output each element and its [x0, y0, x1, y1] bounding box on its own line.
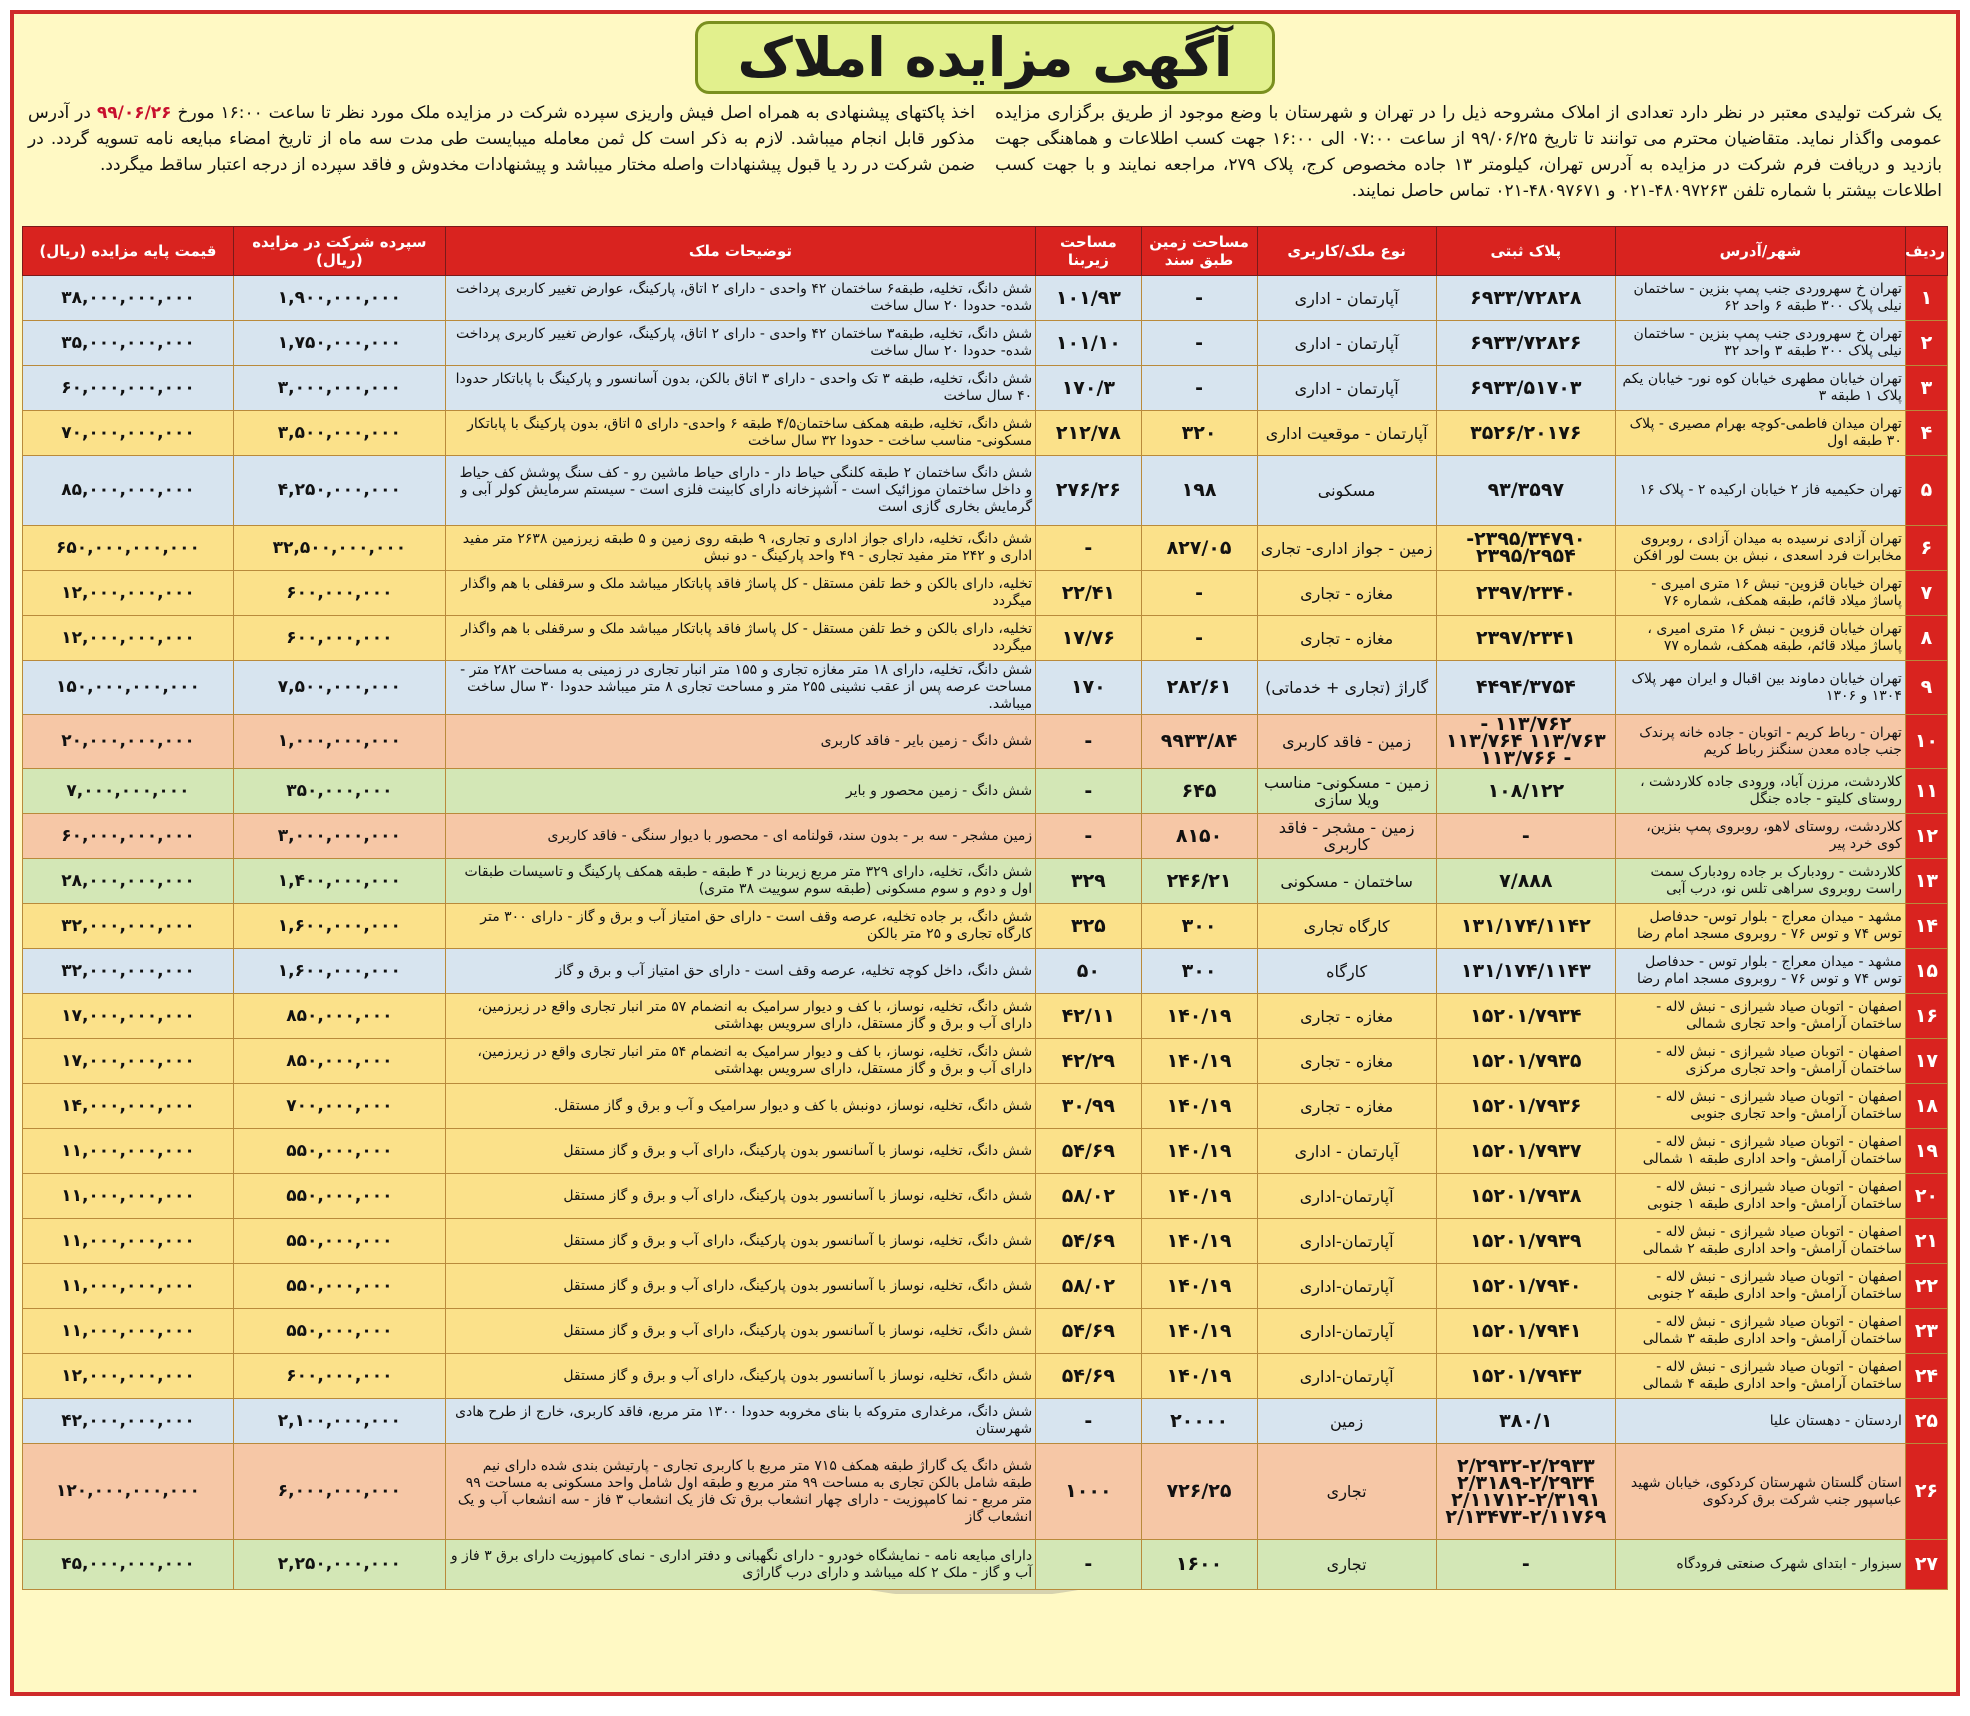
row-description: دارای مبایعه نامه - نمایشگاه خودرو - دارای نگهبانی و دفتر اداری - نمای کامپوزیت دارای برق ۳ فاز و آب و گاز - ملک ۲ کله میباشد و دارای درب گاراژی — [445, 1540, 1035, 1590]
row-description: شش دانگ، تخلیه، طبقه۶ ساختمان ۴۲ واحدی - دارای ۲ اتاق، پارکینگ، عوارض تغییر کاربری پرداخت شده- حدودا ۲۰ سال ساخت — [445, 276, 1035, 321]
row-type: تجاری — [1257, 1540, 1436, 1590]
col-desc: توضیحات ملک — [445, 227, 1035, 276]
table-row — [23, 1264, 1948, 1309]
row-plate: - — [1436, 1540, 1615, 1590]
row-address: اصفهان - اتوبان صیاد شیرازی - نبش لاله - ساختمان آرامش- واحد اداری طبقه ۲ شمالی — [1615, 1219, 1905, 1264]
row-number: ۲۱ — [1905, 1219, 1947, 1264]
row-base-price: ۱۱,۰۰۰,۰۰۰,۰۰۰ — [23, 1129, 234, 1174]
row-description: شش دانگ، داخل کوچه تخلیه، عرصه وقف است - دارای حق امتیاز آب و برق و گاز — [445, 949, 1035, 994]
table-row — [23, 715, 1948, 769]
row-deposit: ۳۵۰,۰۰۰,۰۰۰ — [233, 769, 445, 814]
row-built-area: ۱۰۰۰ — [1036, 1444, 1141, 1540]
row-number: ۲ — [1905, 321, 1947, 366]
row-base-price: ۷,۰۰۰,۰۰۰,۰۰۰ — [23, 769, 234, 814]
auction-notice — [10, 10, 1960, 1696]
row-deposit: ۱,۷۵۰,۰۰۰,۰۰۰ — [233, 321, 445, 366]
deadline-date: ۹۹/۰۶/۲۶ — [96, 103, 172, 123]
row-land-area: ۸۲۷/۰۵ — [1141, 526, 1257, 571]
row-base-price: ۱۱,۰۰۰,۰۰۰,۰۰۰ — [23, 1174, 234, 1219]
row-built-area: - — [1036, 814, 1141, 859]
row-plate: ۱۳۱/۱۷۴/۱۱۴۳ — [1436, 949, 1615, 994]
row-base-price: ۶۰,۰۰۰,۰۰۰,۰۰۰ — [23, 366, 234, 411]
row-land-area: ۳۲۰ — [1141, 411, 1257, 456]
row-type: مسکونی — [1257, 456, 1436, 526]
row-deposit: ۳۲,۵۰۰,۰۰۰,۰۰۰ — [233, 526, 445, 571]
row-type: مغازه - تجاری — [1257, 994, 1436, 1039]
col-row: ردیف — [1905, 227, 1947, 276]
row-built-area: ۱۷/۷۶ — [1036, 616, 1141, 661]
row-built-area: ۱۰۱/۹۳ — [1036, 276, 1141, 321]
row-deposit: ۱,۶۰۰,۰۰۰,۰۰۰ — [233, 949, 445, 994]
row-base-price: ۳۸,۰۰۰,۰۰۰,۰۰۰ — [23, 276, 234, 321]
row-address: کلاردشت - رودبارک بر جاده رودبارک سمت راست روبروی سراهی تلس نو، درب آبی — [1615, 859, 1905, 904]
row-plate: ۴۴۹۴/۳۷۵۴ — [1436, 661, 1615, 715]
row-plate: ۶۹۳۳/۷۲۸۲۸ — [1436, 276, 1615, 321]
row-plate: ۱۳۱/۱۷۴/۱۱۴۲ — [1436, 904, 1615, 949]
row-built-area: ۲۷۶/۲۶ — [1036, 456, 1141, 526]
row-land-area: ۱۴۰/۱۹ — [1141, 1309, 1257, 1354]
row-description: شش دانگ، تخلیه، طبقه۳ ساختمان ۴۲ واحدی - دارای ۲ اتاق، پارکینگ، عوارض تغییر کاربری پرداخت شده- حدودا ۲۰ سال ساخت — [445, 321, 1035, 366]
row-deposit: ۶۰۰,۰۰۰,۰۰۰ — [233, 616, 445, 661]
intro-right: یک شرکت تولیدی معتبر در نظر دارد تعدادی از املاک مشروحه ذیل را در تهران و شهرستان با وضع موجود از طریق برگزاری مزایده عمومی واگذار نماید. متقاضیان محترم می توانند تا تاریخ ۹۹/۰۶/۲۵ از ساعت ۰۷:۰۰ الی ۱۶:۰۰ جهت کسب اطلاعات و هماهنگی جهت بازدید و دریافت فرم شرکت در مزایده به آدرس تهران، کیلومتر ۱۳ جاده مخصوص کرج، پلاک ۲۷۹، مراجعه نمایند و با جهت کسب اطلاعات بیشتر با شماره تلفن ۴۸۰۹۷۲۶۳-۰۲۱ و ۴۸۰۹۷۶۷۱-۰۲۱ تماس حاصل نمایند. — [995, 103, 1943, 201]
row-description: زمین مشجر - سه بر - بدون سند، قولنامه ای - محصور با دیوار سنگی - فاقد کاربری — [445, 814, 1035, 859]
col-built: مساحت زیربنا — [1036, 227, 1141, 276]
row-address: اصفهان - اتوبان صیاد شیرازی - نبش لاله - ساختمان آرامش- واحد اداری طبقه ۳ شمالی — [1615, 1309, 1905, 1354]
row-land-area: ۱۴۰/۱۹ — [1141, 1084, 1257, 1129]
row-type: کارگاه — [1257, 949, 1436, 994]
table-row — [23, 571, 1948, 616]
row-plate: ۲۳۹۷/۲۳۴۰ — [1436, 571, 1615, 616]
row-built-area: - — [1036, 1540, 1141, 1590]
row-land-area: ۱۴۰/۱۹ — [1141, 1219, 1257, 1264]
table-header — [23, 227, 1948, 276]
table-row — [23, 526, 1948, 571]
row-base-price: ۱۲,۰۰۰,۰۰۰,۰۰۰ — [23, 616, 234, 661]
row-type: آپارتمان-اداری — [1257, 1309, 1436, 1354]
col-plate: پلاک ثبتی — [1436, 227, 1615, 276]
row-description: تخلیه، دارای بالکن و خط تلفن مستقل - کل پاساژ فاقد پاباتکار میباشد ملک و سرقفلی با هم واگذار میگردد — [445, 616, 1035, 661]
row-number: ۲۶ — [1905, 1444, 1947, 1540]
row-type: زمین - جواز اداری- تجاری — [1257, 526, 1436, 571]
row-number: ۲۲ — [1905, 1264, 1947, 1309]
row-plate: ۱۵۲۰۱/۷۹۳۹ — [1436, 1219, 1615, 1264]
row-base-price: ۴۵,۰۰۰,۰۰۰,۰۰۰ — [23, 1540, 234, 1590]
row-type: آپارتمان-اداری — [1257, 1174, 1436, 1219]
row-land-area: ۱۴۰/۱۹ — [1141, 1129, 1257, 1174]
row-description: شش دانگ، تخلیه، نوساز با آسانسور بدون پارکینگ، دارای آب و برق و گاز مستقل — [445, 1309, 1035, 1354]
col-type: نوع ملک/کاربری — [1257, 227, 1436, 276]
row-type: زمین - مشجر - فاقد کاربری — [1257, 814, 1436, 859]
row-base-price: ۳۵,۰۰۰,۰۰۰,۰۰۰ — [23, 321, 234, 366]
row-land-area: ۲۰۰۰۰ — [1141, 1399, 1257, 1444]
row-base-price: ۱۱,۰۰۰,۰۰۰,۰۰۰ — [23, 1264, 234, 1309]
intro-left-1: اخذ پاکتهای پیشنهادی به همراه اصل فیش واریزی سپرده شرکت در مزایده ملک مورد نظر تا ساعت ۱۶:۰۰ مورخ — [177, 103, 976, 123]
row-deposit: ۷۰۰,۰۰۰,۰۰۰ — [233, 1084, 445, 1129]
row-address: اصفهان - اتوبان صیاد شیرازی - نبش لاله - ساختمان آرامش- واحد تجاری جنوبی — [1615, 1084, 1905, 1129]
row-number: ۱۷ — [1905, 1039, 1947, 1084]
row-deposit: ۵۵۰,۰۰۰,۰۰۰ — [233, 1264, 445, 1309]
table-row — [23, 1444, 1948, 1540]
row-description: شش دانگ، مرغداری متروکه با بنای مخروبه حدودا ۱۳۰۰ متر مربع، فاقد کاربری، خارج از طرح هادی شهرستان — [445, 1399, 1035, 1444]
row-deposit: ۷,۵۰۰,۰۰۰,۰۰۰ — [233, 661, 445, 715]
row-description: شش دانگ - زمین بایر - فاقد کاربری — [445, 715, 1035, 769]
row-type: آپارتمان-اداری — [1257, 1354, 1436, 1399]
row-base-price: ۸۵,۰۰۰,۰۰۰,۰۰۰ — [23, 456, 234, 526]
row-address: اصفهان - اتوبان صیاد شیرازی - نبش لاله - ساختمان آرامش- واحد اداری طبقه ۲ جنوبی — [1615, 1264, 1905, 1309]
row-description: شش دانگ، تخلیه، نوساز با آسانسور بدون پارکینگ، دارای آب و برق و گاز مستقل — [445, 1174, 1035, 1219]
intro-left-2: در آدرس مذکور قابل انجام میباشد. لازم به ذکر است کل ثمن معامله میبایست طی مدت سه ماه از تاریخ امضاء مبایعه نامه تسویه گردد. در ضمن شرکت در رد یا قبول پیشنهادات واصله مختار میباشد و پیشنهادات مخدوش و فاقد سپرده از درجه اعتبار ساقط میگردد. — [28, 103, 975, 175]
row-base-price: ۱۱,۰۰۰,۰۰۰,۰۰۰ — [23, 1219, 234, 1264]
row-number: ۲۳ — [1905, 1309, 1947, 1354]
row-number: ۴ — [1905, 411, 1947, 456]
row-plate: ۱۱۳/۷۶۲ - ۱۱۳/۷۶۳ ۱۱۳/۷۶۴ - ۱۱۳/۷۶۶ — [1436, 715, 1615, 769]
row-plate: ۱۵۲۰۱/۷۹۳۵ — [1436, 1039, 1615, 1084]
row-built-area: ۴۲/۲۹ — [1036, 1039, 1141, 1084]
row-description: شش دانگ، تخلیه، نوساز با آسانسور بدون پارکینگ، دارای آب و برق و گاز مستقل — [445, 1219, 1035, 1264]
row-base-price: ۶۵۰,۰۰۰,۰۰۰,۰۰۰ — [23, 526, 234, 571]
table-row — [23, 1219, 1948, 1264]
row-base-price: ۱۲,۰۰۰,۰۰۰,۰۰۰ — [23, 1354, 234, 1399]
row-deposit: ۱,۰۰۰,۰۰۰,۰۰۰ — [233, 715, 445, 769]
row-type: آپارتمان-اداری — [1257, 1219, 1436, 1264]
row-built-area: ۱۷۰/۳ — [1036, 366, 1141, 411]
row-deposit: ۱,۹۰۰,۰۰۰,۰۰۰ — [233, 276, 445, 321]
row-description: شش دانگ، تخلیه، نوساز با آسانسور بدون پارکینگ، دارای آب و برق و گاز مستقل — [445, 1354, 1035, 1399]
row-land-area: - — [1141, 276, 1257, 321]
row-address: اصفهان - اتوبان صیاد شیرازی - نبش لاله - ساختمان آرامش- واحد تجاری مرکزی — [1615, 1039, 1905, 1084]
row-type: آپارتمان - موقعیت اداری — [1257, 411, 1436, 456]
row-description: شش دانگ، تخلیه، نوساز با آسانسور بدون پارکینگ، دارای آب و برق و گاز مستقل — [445, 1129, 1035, 1174]
row-type: گاراژ (تجاری + خدماتی) — [1257, 661, 1436, 715]
row-type: ساختمان - مسکونی — [1257, 859, 1436, 904]
row-number: ۶ — [1905, 526, 1947, 571]
row-deposit: ۸۵۰,۰۰۰,۰۰۰ — [233, 994, 445, 1039]
title-band — [14, 14, 1956, 100]
row-plate: ۷/۸۸۸ — [1436, 859, 1615, 904]
row-description: شش دانگ، بر جاده تخلیه، عرصه وقف است - دارای حق امتیاز آب و برق و گاز - دارای ۳۰۰ متر کارگاه تجاری و ۲۵ متر بالکن — [445, 904, 1035, 949]
row-address: اصفهان - اتوبان صیاد شیرازی - نبش لاله - ساختمان آرامش- واحد اداری طبقه ۱ جنوبی — [1615, 1174, 1905, 1219]
row-type: مغازه - تجاری — [1257, 571, 1436, 616]
row-built-area: - — [1036, 769, 1141, 814]
row-number: ۷ — [1905, 571, 1947, 616]
row-description: شش دانگ، تخلیه، دارای ۱۸ متر مغازه تجاری و ۱۵۵ متر انبار تجاری در زمینی به مساحت ۲۸۲ متر - مساحت عرصه پس از عقب نشینی ۲۵۵ متر و مساحت تجاری ۸ متر میباشد حدودا ۳۰ سال ساخت میباشد. — [445, 661, 1035, 715]
table-row — [23, 1129, 1948, 1174]
row-type: آپارتمان - اداری — [1257, 1129, 1436, 1174]
row-description: شش دانگ - زمین محصور و بایر — [445, 769, 1035, 814]
row-description: شش دانگ، تخلیه، نوساز، با کف و دیوار سرامیک به انضمام ۵۴ متر انبار تجاری واقع در زیرزمین، دارای آب و برق و گاز مستقل، دارای سرویس بهداشتی — [445, 1039, 1035, 1084]
row-plate: ۲۳۹۷/۲۳۴۱ — [1436, 616, 1615, 661]
row-address: استان گلستان شهرستان کردکوی، خیابان شهید عباسپور جنب شرکت برق کردکوی — [1615, 1444, 1905, 1540]
row-number: ۳ — [1905, 366, 1947, 411]
row-plate: ۳۸۰/۱ — [1436, 1399, 1615, 1444]
row-address: اصفهان - اتوبان صیاد شیرازی - نبش لاله - ساختمان آرامش- واحد تجاری شمالی — [1615, 994, 1905, 1039]
row-land-area: - — [1141, 321, 1257, 366]
row-plate: ۱۵۲۰۱/۷۹۳۸ — [1436, 1174, 1615, 1219]
row-plate: ۱۵۲۰۱/۷۹۳۶ — [1436, 1084, 1615, 1129]
row-description: شش دانگ ساختمان ۲ طبقه کلنگی حیاط دار - دارای حیاط ماشین رو - کف سنگ پوشش کف حیاط و داخل ساختمان موزائیک است - آشپزخانه دارای کابینت فلزی است - سیستم سرمایش کولر آبی و گرمایش بخاری گازی است — [445, 456, 1035, 526]
row-number: ۲۴ — [1905, 1354, 1947, 1399]
row-description: شش دانگ، تخلیه، نوساز، دونبش با کف و دیوار سرامیک و آب و برق و گاز مستقل. — [445, 1084, 1035, 1129]
row-built-area: ۳۰/۹۹ — [1036, 1084, 1141, 1129]
row-plate: ۲/۲۹۳۲-۲/۲۹۳۳ ۲/۳۱۸۹-۲/۲۹۳۴ ۲/۱۱۷۱۲-۲/۳۱۹۱ ۲/۱۳۴۷۳-۲/۱۱۷۶۹ — [1436, 1444, 1615, 1540]
row-address: کلاردشت، روستای لاهو، روبروی پمپ بنزین، کوی خرد پیر — [1615, 814, 1905, 859]
row-deposit: ۱,۶۰۰,۰۰۰,۰۰۰ — [233, 904, 445, 949]
table-row — [23, 1084, 1948, 1129]
row-type: مغازه - تجاری — [1257, 616, 1436, 661]
row-description: شش دانگ، تخلیه، طبقه ۳ تک واحدی - دارای ۳ اتاق بالکن، بدون آسانسور و پارکینگ با پاباتکار حدودا ۴۰ سال ساخت — [445, 366, 1035, 411]
row-deposit: ۵۵۰,۰۰۰,۰۰۰ — [233, 1174, 445, 1219]
row-description: شش دانگ، تخلیه، دارای جواز اداری و تجاری، ۹ طبقه روی زمین و ۵ طبقه زیرزمین ۲۶۳۸ متر مفید اداری و ۲۴۲ متر مفید تجاری - ۴۹ واحد پارکینگ - دو نبش — [445, 526, 1035, 571]
table-row — [23, 859, 1948, 904]
row-description: شش دانگ، تخلیه، طبقه همکف ساختمان۴/۵ طبقه ۶ واحدی- دارای ۵ اتاق، بدون پارکینگ با پاباتکار مسکونی- مناسب ساخت - حدودا ۳۲ سال ساخت — [445, 411, 1035, 456]
table-row — [23, 456, 1948, 526]
row-address: کلاردشت، مرزن آباد، ورودی جاده کلاردشت ، روستای کلیتو - جاده جنگل — [1615, 769, 1905, 814]
row-address: تهران خ سهروردی جنب پمپ بنزین - ساختمان نیلی پلاک ۳۰۰ طبقه ۳ واحد ۳۲ — [1615, 321, 1905, 366]
row-base-price: ۱۷,۰۰۰,۰۰۰,۰۰۰ — [23, 994, 234, 1039]
row-number: ۱۰ — [1905, 715, 1947, 769]
row-deposit: ۵۵۰,۰۰۰,۰۰۰ — [233, 1129, 445, 1174]
row-number: ۲۰ — [1905, 1174, 1947, 1219]
row-deposit: ۶۰۰,۰۰۰,۰۰۰ — [233, 1354, 445, 1399]
row-land-area: ۱۴۰/۱۹ — [1141, 994, 1257, 1039]
row-type: آپارتمان - اداری — [1257, 321, 1436, 366]
table-row — [23, 411, 1948, 456]
row-address: مشهد - میدان معراج - بلوار توس- حدفاصل توس ۷۴ و توس ۷۶ - روبروی مسجد امام رضا — [1615, 904, 1905, 949]
row-address: تهران آزادی نرسیده به میدان آزادی ، روبروی مخابرات فرد اسعدی ، نبش بن بست لور افکن — [1615, 526, 1905, 571]
row-deposit: ۶۰۰,۰۰۰,۰۰۰ — [233, 571, 445, 616]
row-type: تجاری — [1257, 1444, 1436, 1540]
row-plate: ۱۵۲۰۱/۷۹۴۰ — [1436, 1264, 1615, 1309]
table-row — [23, 616, 1948, 661]
row-deposit: ۸۵۰,۰۰۰,۰۰۰ — [233, 1039, 445, 1084]
row-built-area: ۲۲/۴۱ — [1036, 571, 1141, 616]
table-row — [23, 661, 1948, 715]
row-address: تهران - رباط کریم - اتوبان - جاده خانه پرندک جنب جاده معدن سنگنز رباط کریم — [1615, 715, 1905, 769]
table-row — [23, 904, 1948, 949]
table-row — [23, 814, 1948, 859]
row-land-area: ۳۰۰ — [1141, 904, 1257, 949]
row-built-area: ۵۴/۶۹ — [1036, 1129, 1141, 1174]
row-land-area: - — [1141, 366, 1257, 411]
row-land-area: ۱۴۰/۱۹ — [1141, 1174, 1257, 1219]
row-land-area: ۱۴۰/۱۹ — [1141, 1354, 1257, 1399]
row-type: زمین — [1257, 1399, 1436, 1444]
row-land-area: ۲۸۲/۶۱ — [1141, 661, 1257, 715]
row-land-area: ۱۹۸ — [1141, 456, 1257, 526]
col-land: مساحت زمین طبق سند — [1141, 227, 1257, 276]
row-base-price: ۳۲,۰۰۰,۰۰۰,۰۰۰ — [23, 904, 234, 949]
row-type: کارگاه تجاری — [1257, 904, 1436, 949]
row-type: مغازه - تجاری — [1257, 1039, 1436, 1084]
row-built-area: ۲۱۲/۷۸ — [1036, 411, 1141, 456]
row-address: تهران خیابان قزوین- نبش ۱۶ متری امیری - پاساژ میلاد قائم، طبقه همکف، شماره ۷۶ — [1615, 571, 1905, 616]
row-address: تهران خ سهروردی جنب پمپ بنزین - ساختمان نیلی پلاک ۳۰۰ طبقه ۶ واحد ۶۲ — [1615, 276, 1905, 321]
row-number: ۱۴ — [1905, 904, 1947, 949]
row-deposit: ۴,۲۵۰,۰۰۰,۰۰۰ — [233, 456, 445, 526]
row-base-price: ۴۲,۰۰۰,۰۰۰,۰۰۰ — [23, 1399, 234, 1444]
table-row — [23, 1039, 1948, 1084]
row-plate: ۳۵۲۶/۲۰۱۷۶ — [1436, 411, 1615, 456]
row-number: ۱۸ — [1905, 1084, 1947, 1129]
row-built-area: ۵۴/۶۹ — [1036, 1309, 1141, 1354]
row-plate: ۶۹۳۳/۵۱۷۰۳ — [1436, 366, 1615, 411]
row-description: شش دانگ، تخلیه، نوساز با آسانسور بدون پارکینگ، دارای آب و برق و گاز مستقل — [445, 1264, 1035, 1309]
row-address: اصفهان - اتوبان صیاد شیرازی - نبش لاله - ساختمان آرامش- واحد اداری طبقه ۴ شمالی — [1615, 1354, 1905, 1399]
table-body — [23, 276, 1948, 1590]
table-row — [23, 1540, 1948, 1590]
table-row — [23, 994, 1948, 1039]
row-description: شش دانگ یک گاراژ طبقه همکف ۷۱۵ متر مربع با کاربری تجاری - پارتیشن بندی شده دارای نیم طبقه شامل بالکن تجاری به مساحت ۹۹ متر مربع و طبقه اول شامل واحد مسکونی به مساحت ۹۹ متر مربع - نما کامپوزیت - دارای چهار انشعاب برق تک فاز یک انشعاب ۳ فاز - سه انشعاب آب و یک انشعاب گاز — [445, 1444, 1035, 1540]
row-plate: ۱۵۲۰۱/۷۹۴۳ — [1436, 1354, 1615, 1399]
row-land-area: ۷۲۶/۲۵ — [1141, 1444, 1257, 1540]
row-built-area: ۳۲۹ — [1036, 859, 1141, 904]
row-base-price: ۱۵۰,۰۰۰,۰۰۰,۰۰۰ — [23, 661, 234, 715]
table-row — [23, 769, 1948, 814]
row-address: تهران خیابان مطهری خیابان کوه نور- خیابان یکم پلاک ۱ طبقه ۳ — [1615, 366, 1905, 411]
row-description: شش دانگ، تخلیه، دارای ۳۲۹ متر مربع زیربنا در ۴ طبقه - طبقه همکف پارکینگ و تاسیسات طبقات اول و دوم و سوم مسکونی (طبقه سوم سوییت ۳۸ متری) — [445, 859, 1035, 904]
row-number: ۲۷ — [1905, 1540, 1947, 1590]
col-address: شهر/آدرس — [1615, 227, 1905, 276]
row-base-price: ۱۷,۰۰۰,۰۰۰,۰۰۰ — [23, 1039, 234, 1084]
row-description: تخلیه، دارای بالکن و خط تلفن مستقل - کل پاساژ فاقد پاباتکار میباشد ملک و سرقفلی با هم واگذار میگردد — [445, 571, 1035, 616]
row-deposit: ۲,۲۵۰,۰۰۰,۰۰۰ — [233, 1540, 445, 1590]
table-row — [23, 1399, 1948, 1444]
row-land-area: ۱۴۰/۱۹ — [1141, 1039, 1257, 1084]
row-land-area: ۳۰۰ — [1141, 949, 1257, 994]
row-plate: ۱۵۲۰۱/۷۹۳۷ — [1436, 1129, 1615, 1174]
row-type: زمین - مسکونی- مناسب ویلا سازی — [1257, 769, 1436, 814]
row-deposit: ۳,۵۰۰,۰۰۰,۰۰۰ — [233, 411, 445, 456]
row-land-area: ۲۴۶/۲۱ — [1141, 859, 1257, 904]
table-row — [23, 949, 1948, 994]
property-table — [22, 226, 1948, 1590]
row-base-price: ۱۴,۰۰۰,۰۰۰,۰۰۰ — [23, 1084, 234, 1129]
row-plate: ۶۹۳۳/۷۲۸۲۶ — [1436, 321, 1615, 366]
row-plate: ۹۳/۳۵۹۷ — [1436, 456, 1615, 526]
row-plate: ۱۰۸/۱۲۲ — [1436, 769, 1615, 814]
row-number: ۵ — [1905, 456, 1947, 526]
row-base-price: ۲۸,۰۰۰,۰۰۰,۰۰۰ — [23, 859, 234, 904]
row-built-area: ۵۸/۰۲ — [1036, 1174, 1141, 1219]
row-land-area: ۶۴۵ — [1141, 769, 1257, 814]
row-address: تهران خیابان قزوین - نبش ۱۶ متری امیری ، پاساژ میلاد قائم، طبقه همکف، شماره ۷۷ — [1615, 616, 1905, 661]
row-plate: ۱۵۲۰۱/۷۹۴۱ — [1436, 1309, 1615, 1354]
table-row — [23, 1309, 1948, 1354]
row-built-area: ۵۸/۰۲ — [1036, 1264, 1141, 1309]
table-row — [23, 1174, 1948, 1219]
row-number: ۱۳ — [1905, 859, 1947, 904]
row-plate: ۱۵۲۰۱/۷۹۳۴ — [1436, 994, 1615, 1039]
row-built-area: ۵۴/۶۹ — [1036, 1354, 1141, 1399]
table-row — [23, 366, 1948, 411]
row-land-area: ۹۹۳۳/۸۴ — [1141, 715, 1257, 769]
row-base-price: ۱۱,۰۰۰,۰۰۰,۰۰۰ — [23, 1309, 234, 1354]
table-row — [23, 321, 1948, 366]
row-land-area: ۱۴۰/۱۹ — [1141, 1264, 1257, 1309]
intro-section — [28, 100, 1942, 224]
row-built-area: - — [1036, 715, 1141, 769]
row-number: ۱۲ — [1905, 814, 1947, 859]
row-land-area: ۸۱۵۰ — [1141, 814, 1257, 859]
row-built-area: ۵۴/۶۹ — [1036, 1219, 1141, 1264]
row-number: ۱۱ — [1905, 769, 1947, 814]
row-deposit: ۵۵۰,۰۰۰,۰۰۰ — [233, 1219, 445, 1264]
row-land-area: - — [1141, 616, 1257, 661]
col-base: قیمت پایه مزایده (ریال) — [23, 227, 234, 276]
intro-left — [28, 100, 975, 224]
row-type: آپارتمان-اداری — [1257, 1264, 1436, 1309]
row-address: اردستان - دهستان علیا — [1615, 1399, 1905, 1444]
row-address: تهران حکیمیه فاز ۲ خیابان ارکیده ۲ - پلاک ۱۶ — [1615, 456, 1905, 526]
page-title: آگهی مزایده املاک — [695, 21, 1276, 94]
row-type: آپارتمان - اداری — [1257, 366, 1436, 411]
row-deposit: ۶,۰۰۰,۰۰۰,۰۰۰ — [233, 1444, 445, 1540]
row-address: اصفهان - اتوبان صیاد شیرازی - نبش لاله - ساختمان آرامش- واحد اداری طبقه ۱ شمالی — [1615, 1129, 1905, 1174]
row-type: زمین - فاقد کاربری — [1257, 715, 1436, 769]
row-built-area: ۴۲/۱۱ — [1036, 994, 1141, 1039]
row-land-area: ۱۶۰۰ — [1141, 1540, 1257, 1590]
row-type: آپارتمان - اداری — [1257, 276, 1436, 321]
row-deposit: ۲,۱۰۰,۰۰۰,۰۰۰ — [233, 1399, 445, 1444]
row-address: تهران خیابان دماوند بین اقبال و ایران مهر پلاک ۱۳۰۴ و ۱۳۰۶ — [1615, 661, 1905, 715]
row-deposit: ۵۵۰,۰۰۰,۰۰۰ — [233, 1309, 445, 1354]
row-deposit: ۳,۰۰۰,۰۰۰,۰۰۰ — [233, 814, 445, 859]
row-base-price: ۳۲,۰۰۰,۰۰۰,۰۰۰ — [23, 949, 234, 994]
row-number: ۱۵ — [1905, 949, 1947, 994]
row-base-price: ۲۰,۰۰۰,۰۰۰,۰۰۰ — [23, 715, 234, 769]
row-number: ۸ — [1905, 616, 1947, 661]
row-number: ۹ — [1905, 661, 1947, 715]
row-number: ۱۹ — [1905, 1129, 1947, 1174]
row-land-area: - — [1141, 571, 1257, 616]
row-built-area: ۵۰ — [1036, 949, 1141, 994]
row-plate: - — [1436, 814, 1615, 859]
row-number: ۱۶ — [1905, 994, 1947, 1039]
table-row — [23, 276, 1948, 321]
row-plate: ۲۳۹۵/۳۴۷۹۰- ۲۳۹۵/۲۹۵۴ — [1436, 526, 1615, 571]
row-deposit: ۱,۴۰۰,۰۰۰,۰۰۰ — [233, 859, 445, 904]
row-base-price: ۱۲,۰۰۰,۰۰۰,۰۰۰ — [23, 571, 234, 616]
table-row — [23, 1354, 1948, 1399]
row-built-area: ۱۰۱/۱۰ — [1036, 321, 1141, 366]
row-base-price: ۱۲۰,۰۰۰,۰۰۰,۰۰۰ — [23, 1444, 234, 1540]
row-description: شش دانگ، تخلیه، نوساز، با کف و دیوار سرامیک به انضمام ۵۷ متر انبار تجاری واقع در زیرزمین، دارای آب و برق و گاز مستقل، دارای سرویس بهداشتی — [445, 994, 1035, 1039]
row-deposit: ۳,۰۰۰,۰۰۰,۰۰۰ — [233, 366, 445, 411]
row-built-area: - — [1036, 526, 1141, 571]
row-built-area: - — [1036, 1399, 1141, 1444]
row-base-price: ۶۰,۰۰۰,۰۰۰,۰۰۰ — [23, 814, 234, 859]
row-address: مشهد - میدان معراج - بلوار توس - حدفاصل توس ۷۴ و توس ۷۶ - روبروی مسجد امام رضا — [1615, 949, 1905, 994]
row-number: ۱ — [1905, 276, 1947, 321]
row-type: مغازه - تجاری — [1257, 1084, 1436, 1129]
row-built-area: ۱۷۰ — [1036, 661, 1141, 715]
col-deposit: سپرده شرکت در مزایده (ریال) — [233, 227, 445, 276]
row-base-price: ۷۰,۰۰۰,۰۰۰,۰۰۰ — [23, 411, 234, 456]
row-address: تهران میدان فاطمی-کوچه بهرام مصیری - پلاک ۳۰ طبقه اول — [1615, 411, 1905, 456]
row-address: سبزوار - ابتدای شهرک صنعتی فرودگاه — [1615, 1540, 1905, 1590]
row-number: ۲۵ — [1905, 1399, 1947, 1444]
row-built-area: ۳۲۵ — [1036, 904, 1141, 949]
